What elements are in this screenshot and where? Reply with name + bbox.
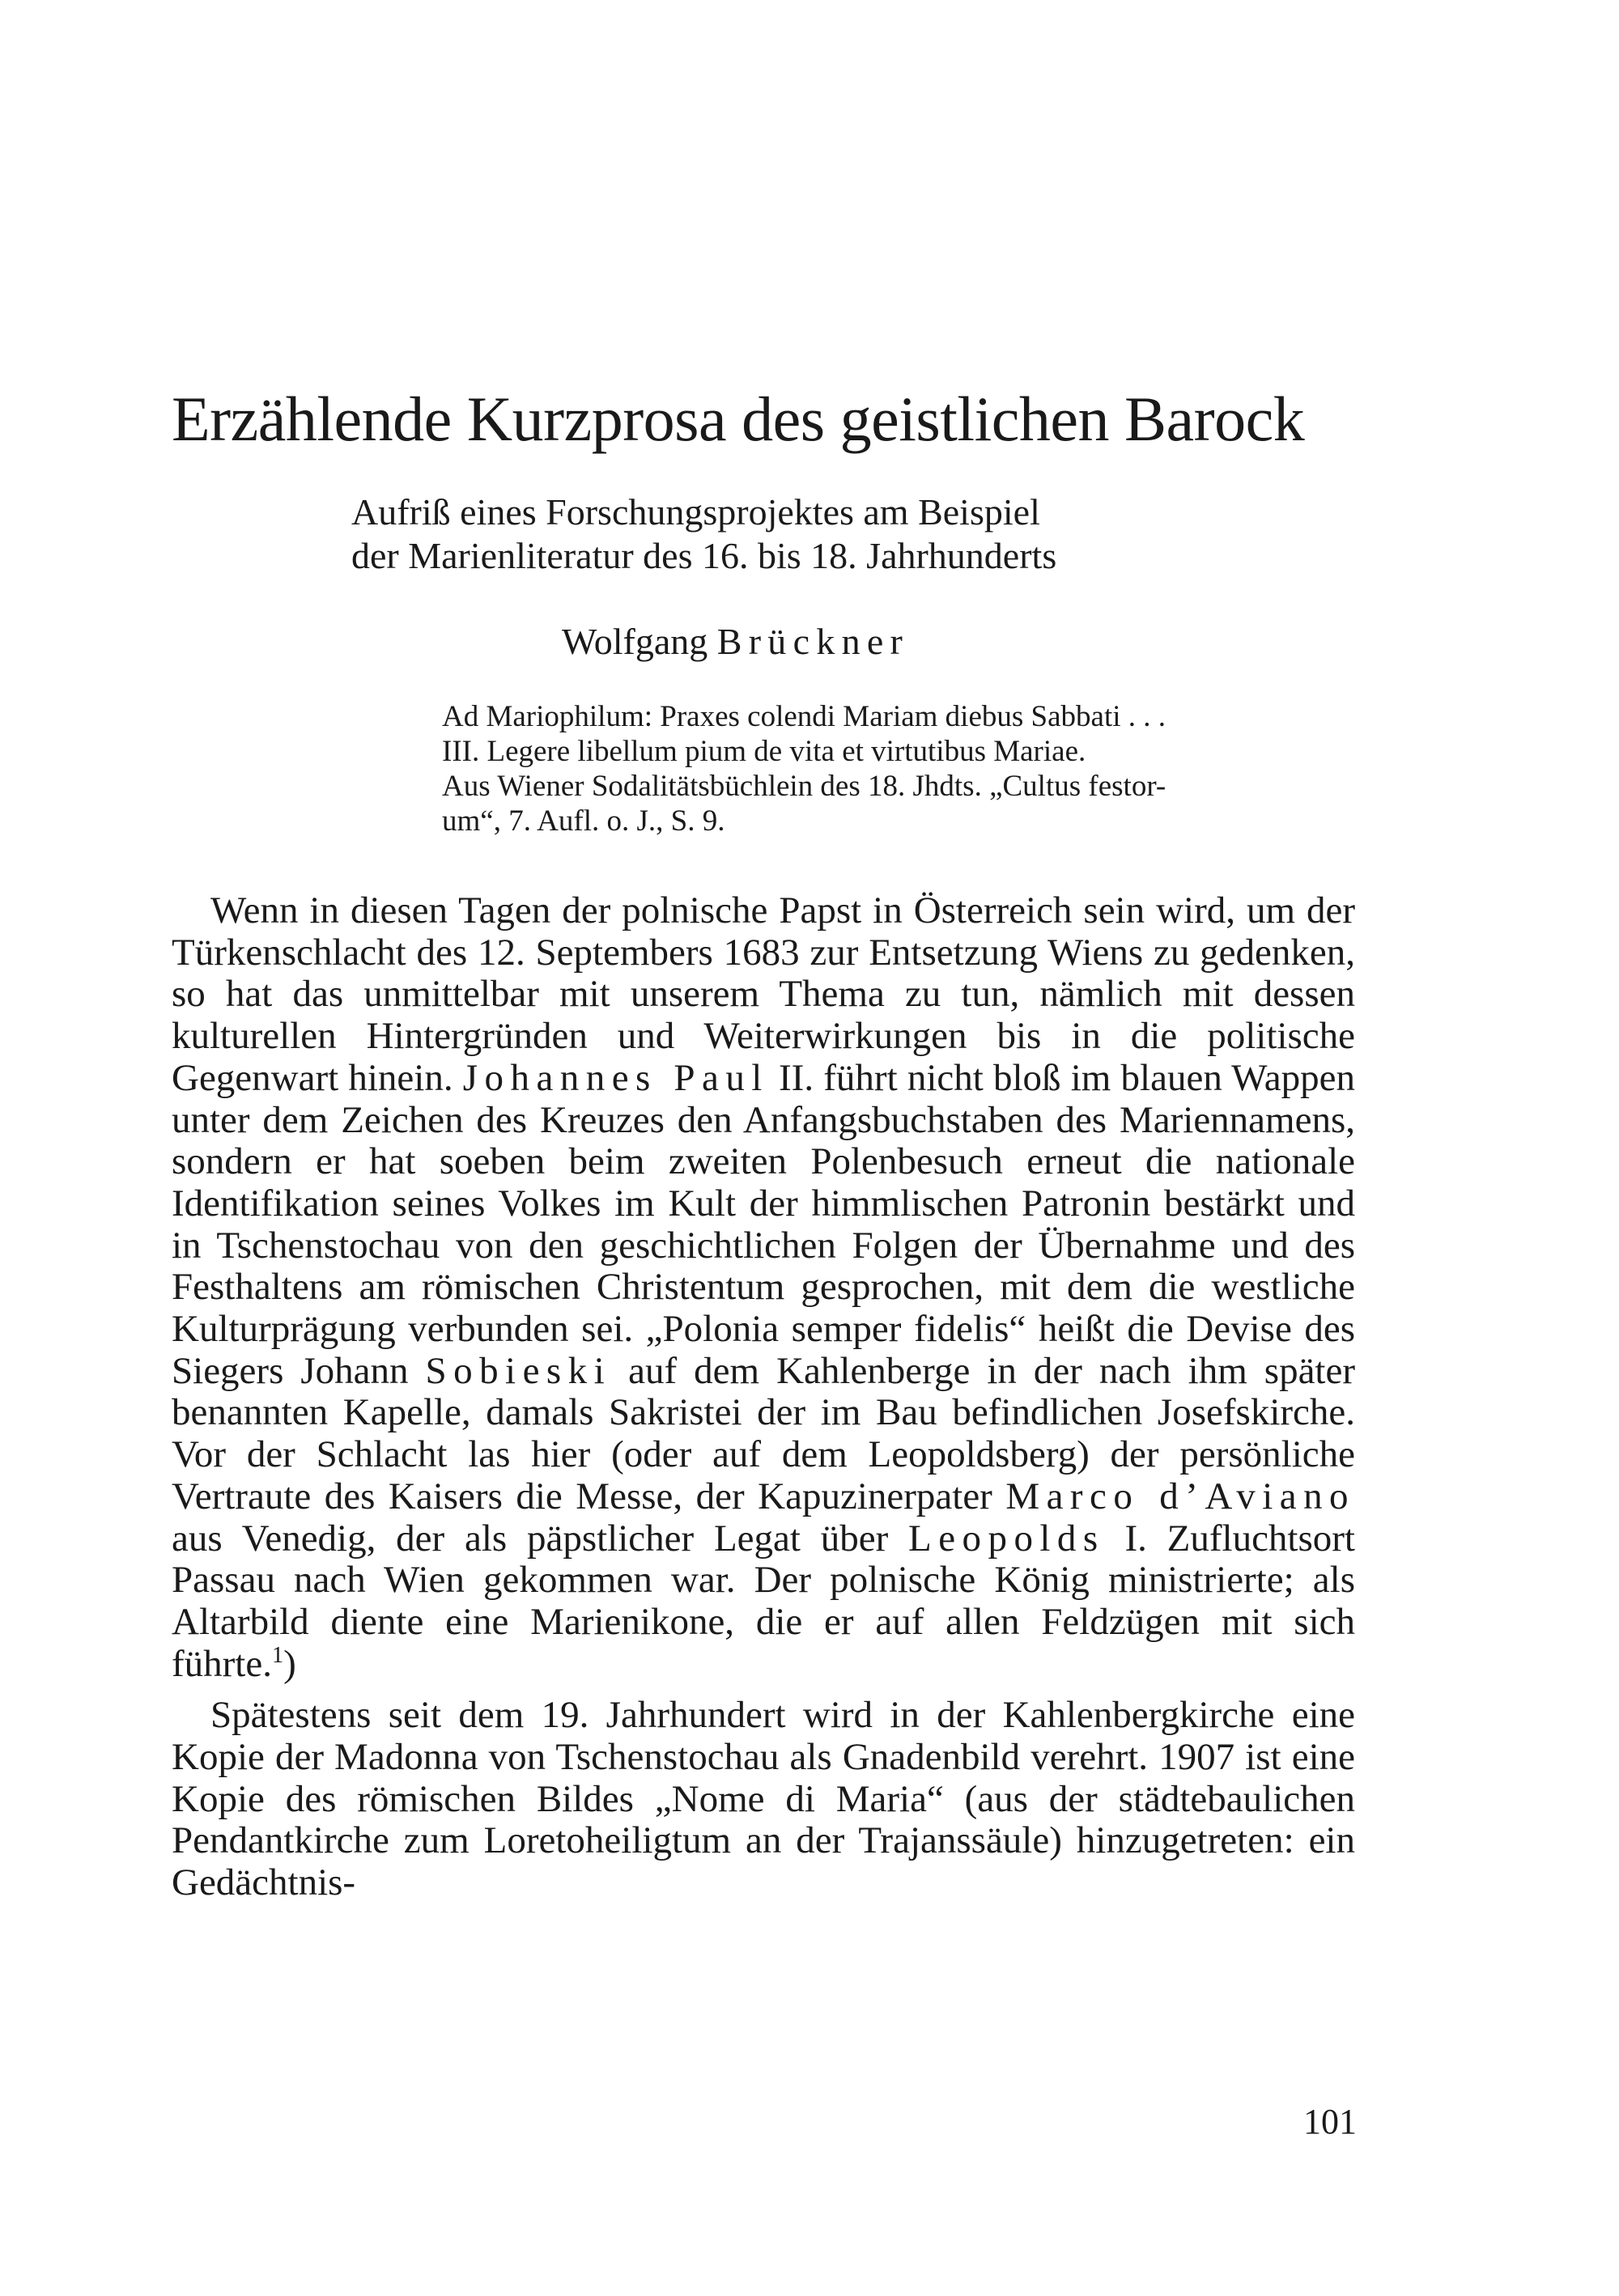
author-name [562,620,909,664]
paragraph-1-text-a: Wenn in diesen Tagen der polnische Papst in Österreich sein wird, um der Türkenschlacht des 12. Septembers 1683 zur Entsetzung Wiens zu gedenken, so hat das unmittelbar mit unserem Thema zu tun, nämlich mit dessen kulturellen Hintergründen und Weiterwirkungen bis in die politische Gegenwart hinein. [172,889,1355,1099]
footnote-marker: 1 [271,1642,284,1668]
name-leopolds: Leopolds [908,1517,1105,1560]
name-sobieski: Sobieski [425,1349,612,1392]
paragraph-1-text-f: ) [283,1642,296,1685]
author-last-name: Brückner [716,621,910,662]
paragraph-1-text-e: I. Zufluchtsort Passau nach Wien gekommen war. Der polnische König ministrierte; als Altarbild diente eine Marienikone, die er auf allen Feldzügen mit sich führte. [172,1517,1355,1685]
subtitle-line-2: der Marienliteratur des 16. bis 18. Jahrhunderts [351,535,1057,576]
paragraph-1-text-d: aus Venedig, der als päpstlicher Legat über [172,1517,909,1560]
page-number: 101 [1303,2102,1357,2141]
paragraph-1-text-b: II. führt nicht bloß im blauen Wappen unter dem Zeichen des Kreuzes den Anfangsbuchstaben des Mariennamens, sondern er hat soeben beim zweiten Polenbesuch erneut die nationale Identifikation seines Volkes im Kult der himmlischen Patronin bestärkt und in Tschenstochau von den geschichtlichen Folgen der Übernahme und des Festhaltens am römischen Christentum gesprochen, mit dem die westliche Kulturprägung verbunden sei. „Polonia semper fidelis“ heißt die Devise des Siegers Johann [172,1056,1356,1392]
paragraph-1-text-c: auf dem Kahlenberge in der nach ihm später benannten Kapelle, damals Sakristei der im Bau befindlichen Josefskirche. Vor der Schlacht las hier (oder auf dem Leopoldsberg) der persönliche Vertraute des Kaisers die Messe, der Kapuzinerpater [172,1349,1355,1517]
author-first-name: Wolfgang [562,621,708,662]
name-johannes-paul: Johannes Paul [462,1056,769,1099]
article-subtitle [351,490,1242,578]
article-title: Erzählende Kurzprosa des geistlichen Barock [172,384,1305,454]
epigraph-line-3: Aus Wiener Sodalitätsbüchlein des 18. Jhdts. „Cultus festor- [442,770,1166,803]
subtitle-line-1: Aufriß eines Forschungsprojektes am Beispiel [351,491,1040,533]
body-text [172,890,1355,1904]
name-marco-daviano: Marco d’Aviano [1005,1475,1355,1517]
epigraph-line-1: Ad Mariophilum: Praxes colendi Mariam diebus Sabbati . . . [442,700,1166,733]
paragraph-1 [172,890,1355,1685]
paragraph-2: Spätestens seit dem 19. Jahrhundert wird in der Kahlenbergkirche eine Kopie der Madonna von Tschenstochau als Gnadenbild verehrt. 1907 ist eine Kopie des römischen Bildes „Nome di Maria“ (aus der städtebaulichen Pendantkirche zum Loretoheiligtum an der Trajanssäule) hinzugetreten: ein Gedächtnis- [172,1694,1355,1904]
epigraph-line-4: um“, 7. Aufl. o. J., S. 9. [442,804,725,838]
epigraph-line-2: III. Legere libellum pium de vita et virtutibus Mariae. [442,735,1086,768]
epigraph [442,699,1365,838]
